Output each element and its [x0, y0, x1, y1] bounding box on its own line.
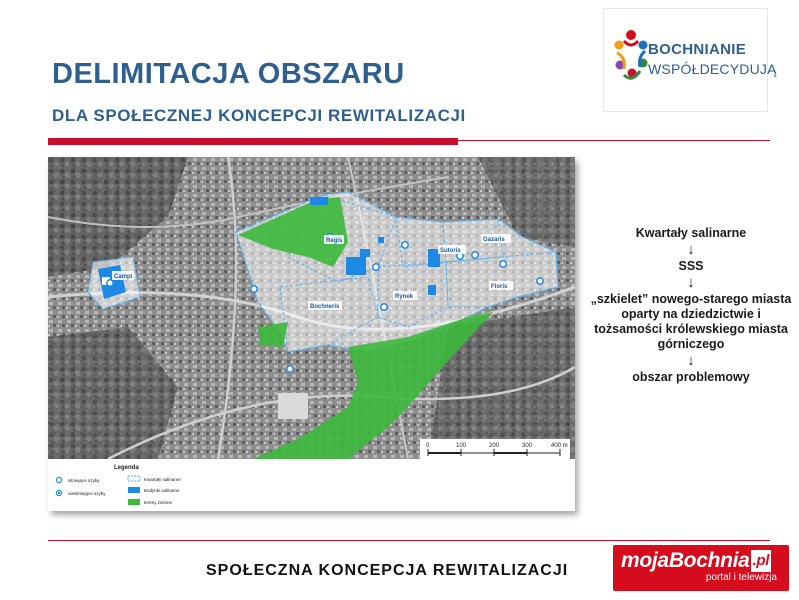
map-label-bochneris: Bochneris	[310, 304, 340, 310]
concept-flow	[590, 226, 792, 385]
delimitation-map	[48, 157, 575, 511]
scale-tick-200: 200	[489, 443, 500, 449]
people-circle-icon	[612, 27, 650, 89]
brand-name: mojaBochnia	[621, 549, 750, 572]
map-label-sutoris: Sutoris	[440, 248, 461, 254]
scale-tick-0: 0	[426, 443, 430, 449]
legend-nonexisting-shafts: nieistniejące szyby	[68, 491, 106, 496]
scale-tick-400: 400 m	[551, 443, 568, 449]
title-accent-bar	[48, 138, 458, 145]
down-arrow-icon: ↓	[687, 241, 695, 258]
logo-line1: BOCHNIANIE	[648, 41, 747, 58]
bochnianie-logo	[603, 8, 777, 112]
down-arrow-icon: ↓	[687, 274, 695, 291]
logo-line2: WSPÓŁDECYDUJĄ	[648, 61, 777, 77]
footer-divider	[48, 540, 770, 541]
down-arrow-icon: ↓	[687, 352, 695, 369]
map-label-regis: Regis	[326, 238, 343, 244]
aerial-map	[48, 157, 575, 511]
legend-salt-quarters: Kwartały salinarne	[144, 477, 181, 482]
scale-tick-300: 300	[522, 443, 533, 449]
scale-tick-100: 100	[456, 443, 467, 449]
legend-existing-shafts: istniejące szyby	[68, 478, 100, 483]
map-label-floris: Floris	[491, 284, 508, 290]
page-subtitle: DLA SPOŁECZNEJ KONCEPCJI REWITALIZACJI	[52, 106, 466, 125]
legend-green-areas: tereny zielone	[144, 500, 173, 505]
legend-title: Legenda	[114, 465, 139, 471]
mojabochnia-watermark	[613, 545, 789, 591]
map-label-rynek: Rynek	[395, 294, 414, 300]
page-title: DELIMITACJA OBSZARU	[52, 58, 405, 90]
map-label-campi: Campi	[114, 274, 133, 280]
footer-title: SPOŁECZNA KONCEPCJA REWITALIZACJI	[206, 562, 569, 579]
legend-salt-buildings: Budynki salinarne	[144, 488, 180, 493]
map-label-gazaris: Gazaris	[483, 237, 505, 243]
brand-tagline: portal i telewizja	[705, 572, 777, 583]
brand-tld: .pl	[751, 550, 772, 572]
title-divider	[458, 140, 770, 141]
flow-step-salt-quarters: Kwartały salinarne	[635, 226, 747, 240]
flow-step-problem-area: obszar problemowy	[632, 370, 750, 384]
flow-step-sss: SSS	[678, 259, 704, 273]
flow-step-skeleton: „szkielet” nowego-starego miasta oparty na dziedzictwie i tożsamości królewskiego miasta górniczego	[590, 292, 792, 351]
